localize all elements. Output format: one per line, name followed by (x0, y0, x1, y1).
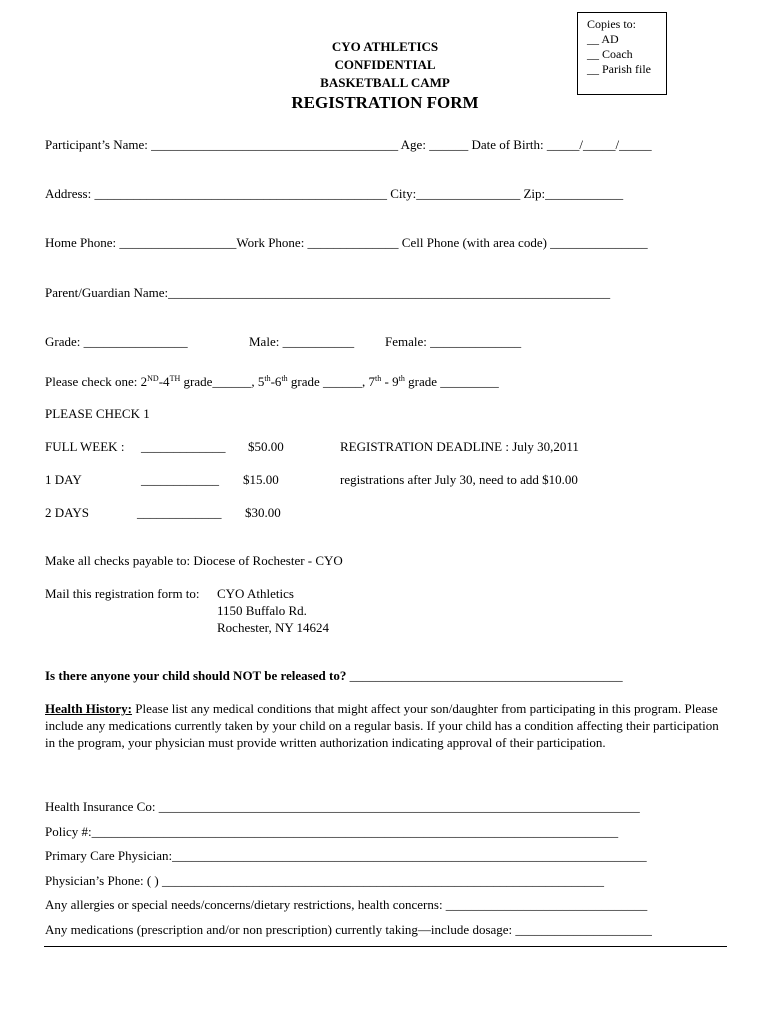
mail-address-line-2: 1150 Buffalo Rd. (217, 603, 307, 618)
option-full-week-label: FULL WEEK : (45, 439, 125, 454)
option-full-week-blank[interactable]: _____________ (141, 439, 226, 454)
grade-option-2-4[interactable]: 2ND-4TH grade______, (140, 374, 258, 389)
option-full-week-price: $50.00 (248, 439, 284, 454)
header-line-3: BASKETBALL CAMP (320, 75, 450, 90)
physician-phone-field[interactable]: Physician’s Phone: ( ) ____________________________________________________________________ (45, 873, 604, 888)
health-history-paragraph (45, 700, 725, 751)
female-field[interactable]: Female: ______________ (385, 334, 522, 349)
copies-to-box (577, 12, 667, 95)
grade-check-label: Please check one: (45, 374, 141, 389)
mail-address-line-3: Rochester, NY 14624 (217, 620, 330, 635)
bottom-divider (44, 946, 727, 947)
late-fee-note: registrations after July 30, need to add $10.00 (340, 472, 578, 487)
release-blank[interactable]: __________________________________________ (346, 668, 623, 683)
please-check-label: PLEASE CHECK 1 (45, 406, 150, 421)
primary-care-physician-field[interactable]: Primary Care Physician:_________________________________________________________________________ (45, 848, 647, 863)
option-2-days-label: 2 DAYS (45, 505, 89, 520)
copies-to-coach[interactable]: __ Coach (587, 47, 633, 61)
option-1-day-label: 1 DAY (45, 472, 82, 487)
option-2-days-price: $30.00 (245, 505, 281, 520)
address-city-zip-field[interactable]: Address: _____________________________________________ City:________________ Zip:____________ (45, 186, 624, 201)
copies-to-parish-file[interactable]: __ Parish file (587, 62, 651, 76)
male-field[interactable]: Male: ___________ (249, 334, 355, 349)
health-history-heading: Health History: (45, 701, 133, 716)
grade-option-5-6[interactable]: 5th-6th grade ______, (257, 374, 369, 389)
mail-address-line-1: CYO Athletics (217, 586, 294, 601)
copies-to-title: Copies to: (587, 17, 637, 31)
checks-payable-text: Make all checks payable to: Diocese of Rochester - CYO (45, 553, 343, 568)
participant-name-age-dob-field[interactable]: Participant’s Name: ______________________________________ Age: ______ Date of Birth: _____/_____/_____ (45, 137, 652, 152)
header-line-1: CYO ATHLETICS (331, 39, 439, 54)
grade-option-7-9[interactable]: 7th - 9th grade _________ (368, 374, 499, 389)
parent-guardian-field[interactable]: Parent/Guardian Name:____________________________________________________________________ (45, 285, 611, 300)
grade-check-row (45, 374, 499, 389)
health-history-text: Please list any medical conditions that might affect your son/daughter from participating in this program. Please include any medications currently taken by your child on a regular basis. If your child has a condition affecting their participation in the program, your physician must provide written authorization indicating approval of their participation. (45, 701, 719, 750)
policy-number-field[interactable]: Policy #:_________________________________________________________________________________ (45, 824, 619, 839)
phone-fields[interactable]: Home Phone: __________________Work Phone: ______________ Cell Phone (with area code) _______________ (45, 235, 648, 250)
mail-to-label: Mail this registration form to: (45, 586, 200, 601)
release-row (45, 668, 623, 683)
release-question: Is there anyone your child should NOT be released to? (45, 668, 347, 683)
header-line-2: CONFIDENTIAL (334, 57, 436, 72)
health-insurance-field[interactable]: Health Insurance Co: __________________________________________________________________________ (45, 799, 640, 814)
option-1-day-price: $15.00 (243, 472, 279, 487)
option-1-day-blank[interactable]: ____________ (141, 472, 219, 487)
medications-field[interactable]: Any medications (prescription and/or non prescription) currently taking—include dosage: _____________________ (45, 922, 652, 937)
registration-deadline: REGISTRATION DEADLINE : July 30,2011 (340, 439, 579, 454)
allergies-field[interactable]: Any allergies or special needs/concerns/dietary restrictions, health concerns: _______________________________ (45, 897, 648, 912)
copies-to-ad[interactable]: __ AD (587, 32, 619, 46)
option-2-days-blank[interactable]: _____________ (137, 505, 222, 520)
grade-field[interactable]: Grade: ________________ (45, 334, 188, 349)
form-title: REGISTRATION FORM (291, 93, 479, 112)
